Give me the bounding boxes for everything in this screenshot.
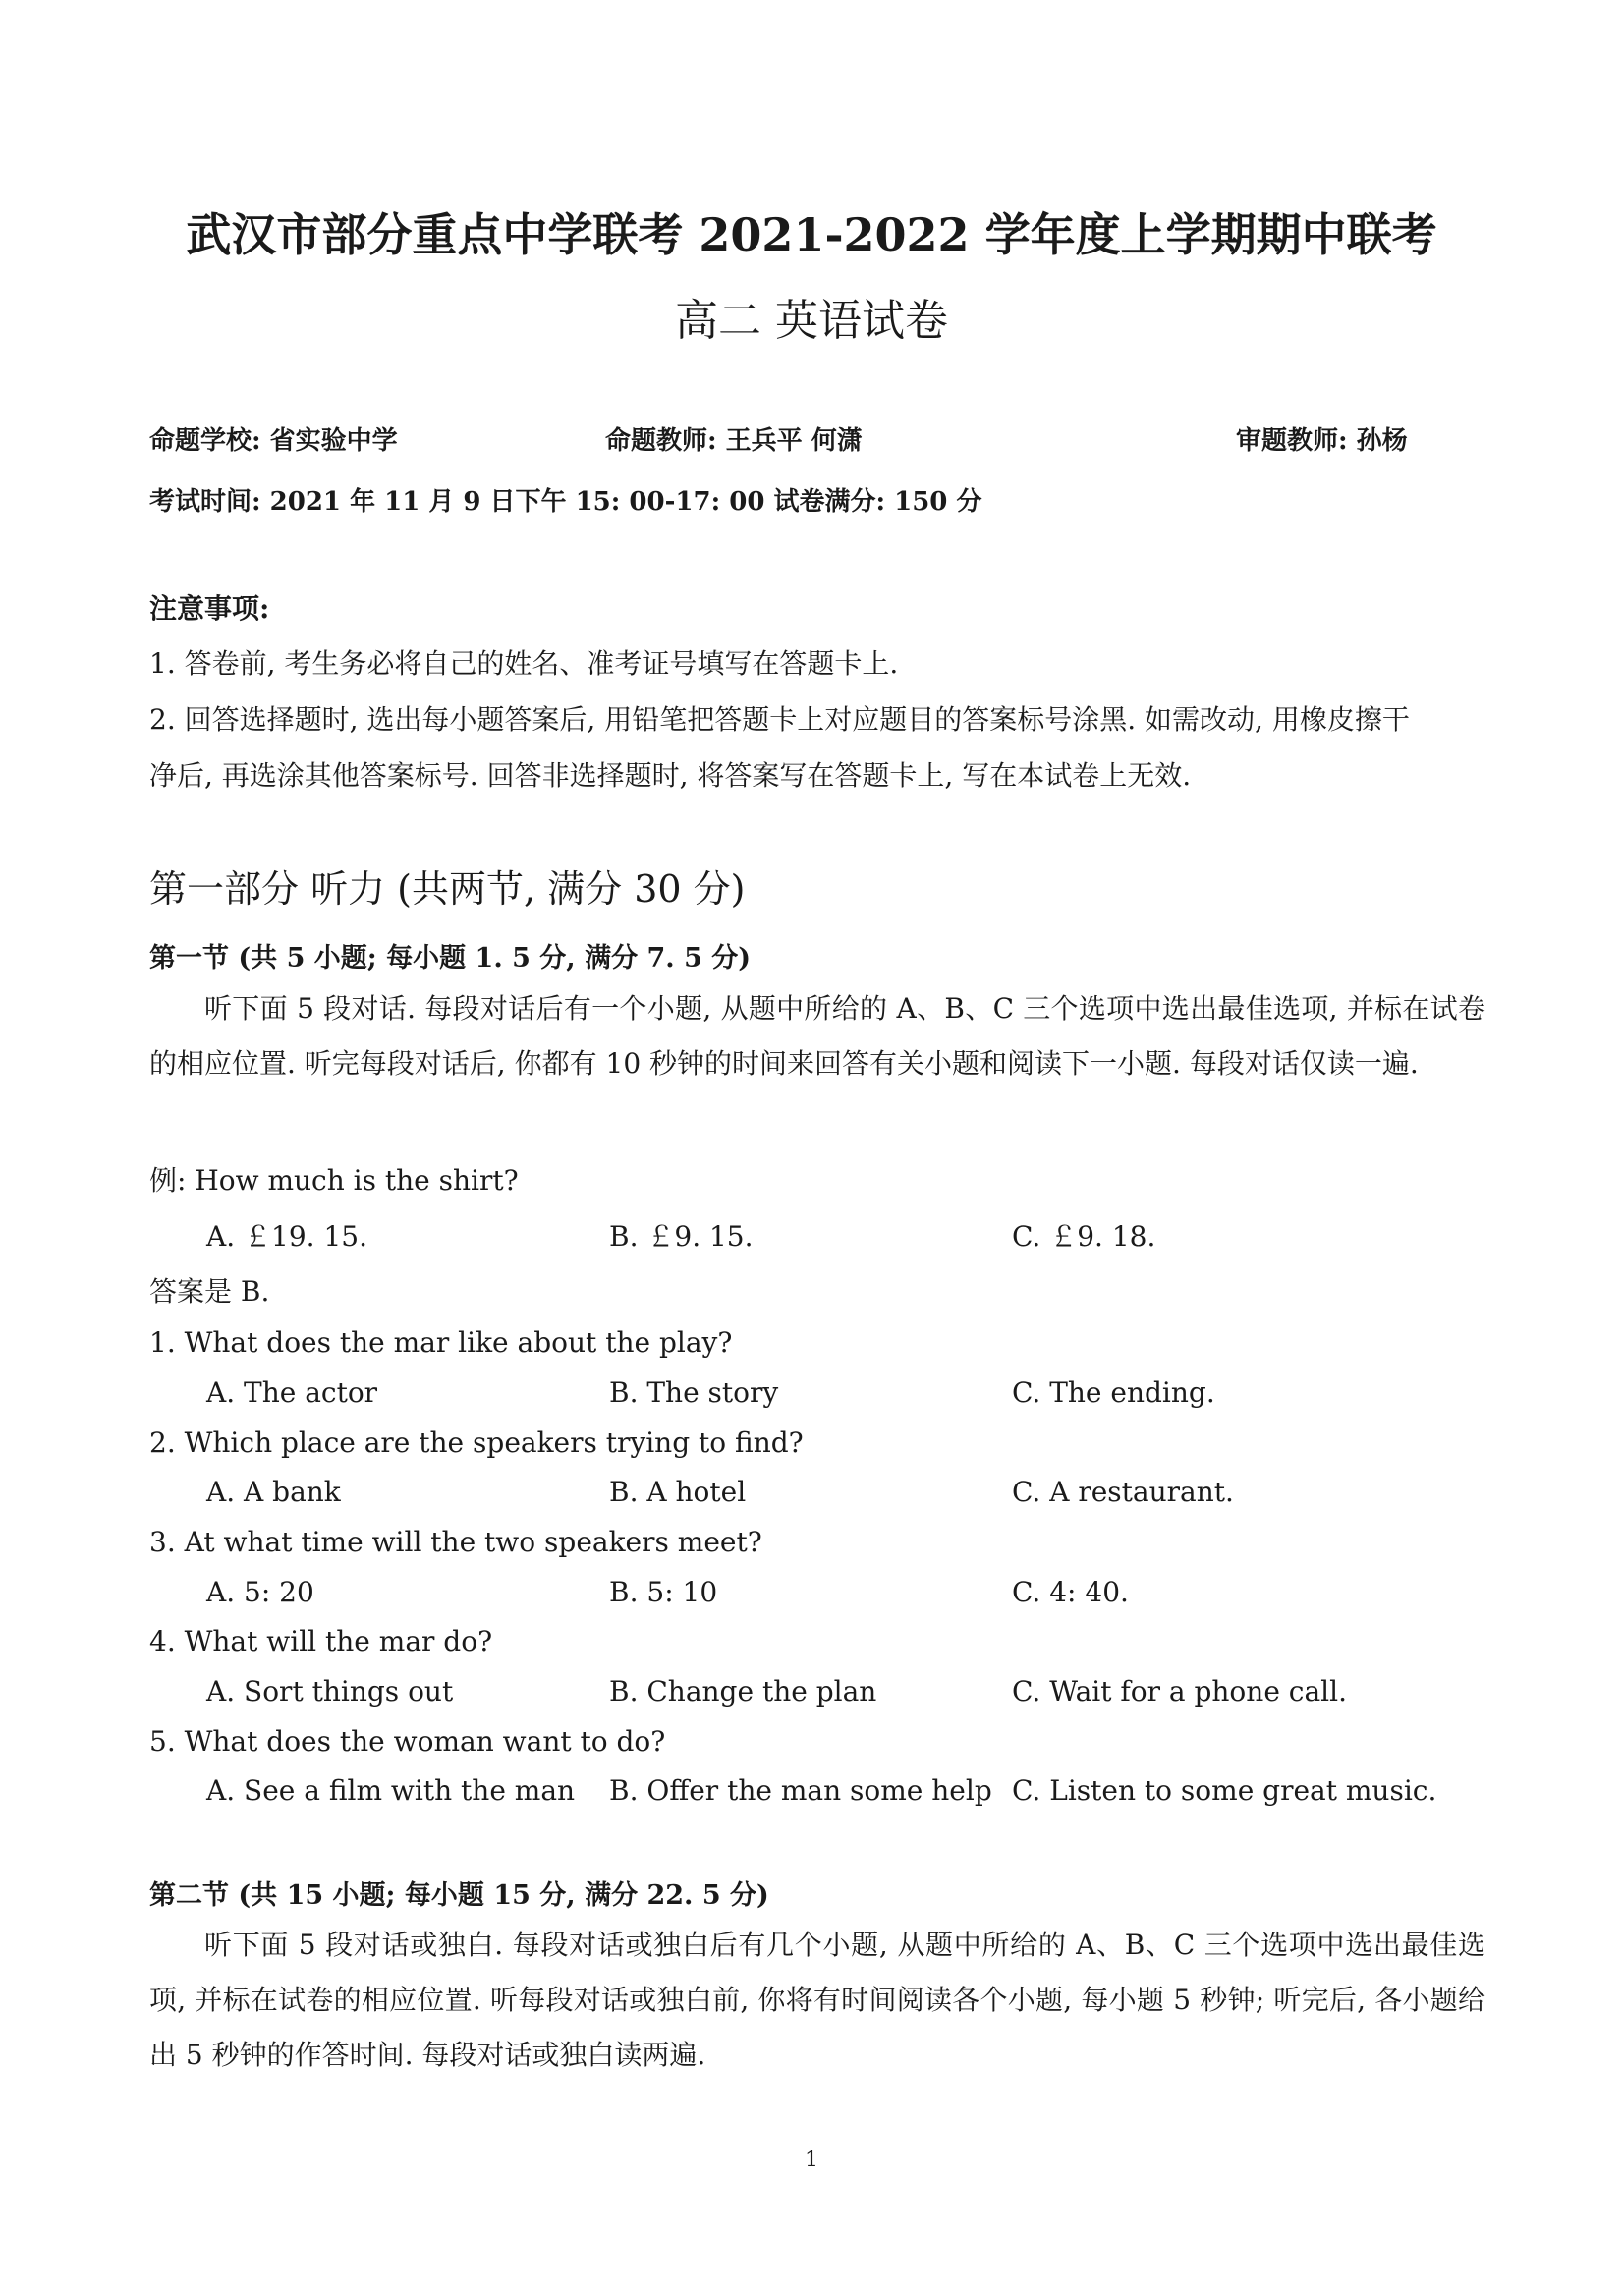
reviewer-label: 审题教师: 孙杨 xyxy=(1236,426,1408,456)
section-2-instructions: 听下面 5 段对话或独白. 每段对话或独白后有几个小题, 从题中所给的 A、B、C 三个选项中选出最佳选项, 并标在试卷的相应位置. 听每段对话或独白前, 你将有时间阅读各个小题, 每小题 5 秒钟; 听完后, 各小题给出 5 秒钟的作答时间. 每段对话或独白读两遍. xyxy=(149,1929,1485,2071)
exam-title: 武汉市部分重点中学联考 2021-2022 学年度上学期期中联考 xyxy=(186,208,1437,261)
example-option-c: C. ￡9. 18. xyxy=(1012,1220,1156,1253)
example-question: 例: How much is the shirt? xyxy=(149,1164,519,1197)
question-4-option-b: B. Change the plan xyxy=(609,1675,877,1708)
question-2-option-c: C. A restaurant. xyxy=(1012,1476,1234,1508)
question-2: 2. Which place are the speakers trying to find? xyxy=(149,1427,804,1459)
question-3: 3. At what time will the two speakers meet? xyxy=(149,1526,762,1558)
example-option-b: B. ￡9. 15. xyxy=(609,1220,754,1253)
question-2-option-a: A. A bank xyxy=(206,1476,341,1508)
question-5-option-a: A. See a film with the man xyxy=(206,1774,576,1807)
question-1-option-b: B. The story xyxy=(609,1376,779,1409)
exam-info: 考试时间: 2021 年 11 月 9 日下午 15: 00-17: 00 试卷满分: 150 分 xyxy=(149,487,982,517)
part-1-title: 第一部分 听力 (共两节, 满分 30 分) xyxy=(149,868,746,911)
page-number: 1 xyxy=(805,2148,818,2172)
question-1-option-a: A. The actor xyxy=(206,1376,378,1409)
question-1-option-c: C. The ending. xyxy=(1012,1376,1215,1409)
question-1: 1. What does the mar like about the play? xyxy=(149,1326,733,1359)
question-5-option-b: B. Offer the man some help xyxy=(609,1774,992,1807)
question-4: 4. What will the mar do? xyxy=(149,1625,493,1657)
notice-item-2-line-1: 2. 回答选择题时, 选出每小题答案后, 用铅笔把答题卡上对应题目的答案标号涂黑. 如需改动, 用橡皮擦干 xyxy=(149,703,1410,736)
question-2-option-b: B. A hotel xyxy=(609,1476,747,1508)
question-4-option-a: A. Sort things out xyxy=(206,1675,454,1708)
setter-label: 命题教师: 王兵平 何潇 xyxy=(605,426,863,456)
example-answer: 答案是 B. xyxy=(149,1275,270,1308)
notice-item-1: 1. 答卷前, 考生务必将自己的姓名、准考证号填写在答题卡上. xyxy=(149,647,899,680)
school-label: 命题学校: 省实验中学 xyxy=(149,426,398,456)
question-3-option-b: B. 5: 10 xyxy=(609,1576,718,1608)
section-2-title: 第二节 (共 15 小题; 每小题 15 分, 满分 22. 5 分) xyxy=(149,1880,769,1911)
question-5-option-c: C. Listen to some great music. xyxy=(1012,1774,1437,1807)
example-option-a: A. ￡19. 15. xyxy=(206,1220,367,1253)
question-3-option-c: C. 4: 40. xyxy=(1012,1576,1129,1608)
notice-item-2-line-2: 净后, 再选涂其他答案标号. 回答非选择题时, 将答案写在答题卡上, 写在本试卷上无效. xyxy=(149,759,1192,792)
question-4-option-c: C. Wait for a phone call. xyxy=(1012,1675,1347,1708)
section-1-instructions: 听下面 5 段对话. 每段对话后有一个小题, 从题中所给的 A、B、C 三个选项中选出最佳选项, 并标在试卷的相应位置. 听完每段对话后, 你都有 10 秒钟的时间来回答有关小题和阅读下一小题. 每段对话仅读一遍. xyxy=(149,992,1485,1080)
question-5: 5. What does the woman want to do? xyxy=(149,1725,666,1758)
notice-heading: 注意事项: xyxy=(149,592,270,625)
exam-subtitle: 高二 英语试卷 xyxy=(675,296,948,346)
section-1-title: 第一节 (共 5 小题; 每小题 1. 5 分, 满分 7. 5 分) xyxy=(149,943,752,974)
question-3-option-a: A. 5: 20 xyxy=(206,1576,314,1608)
